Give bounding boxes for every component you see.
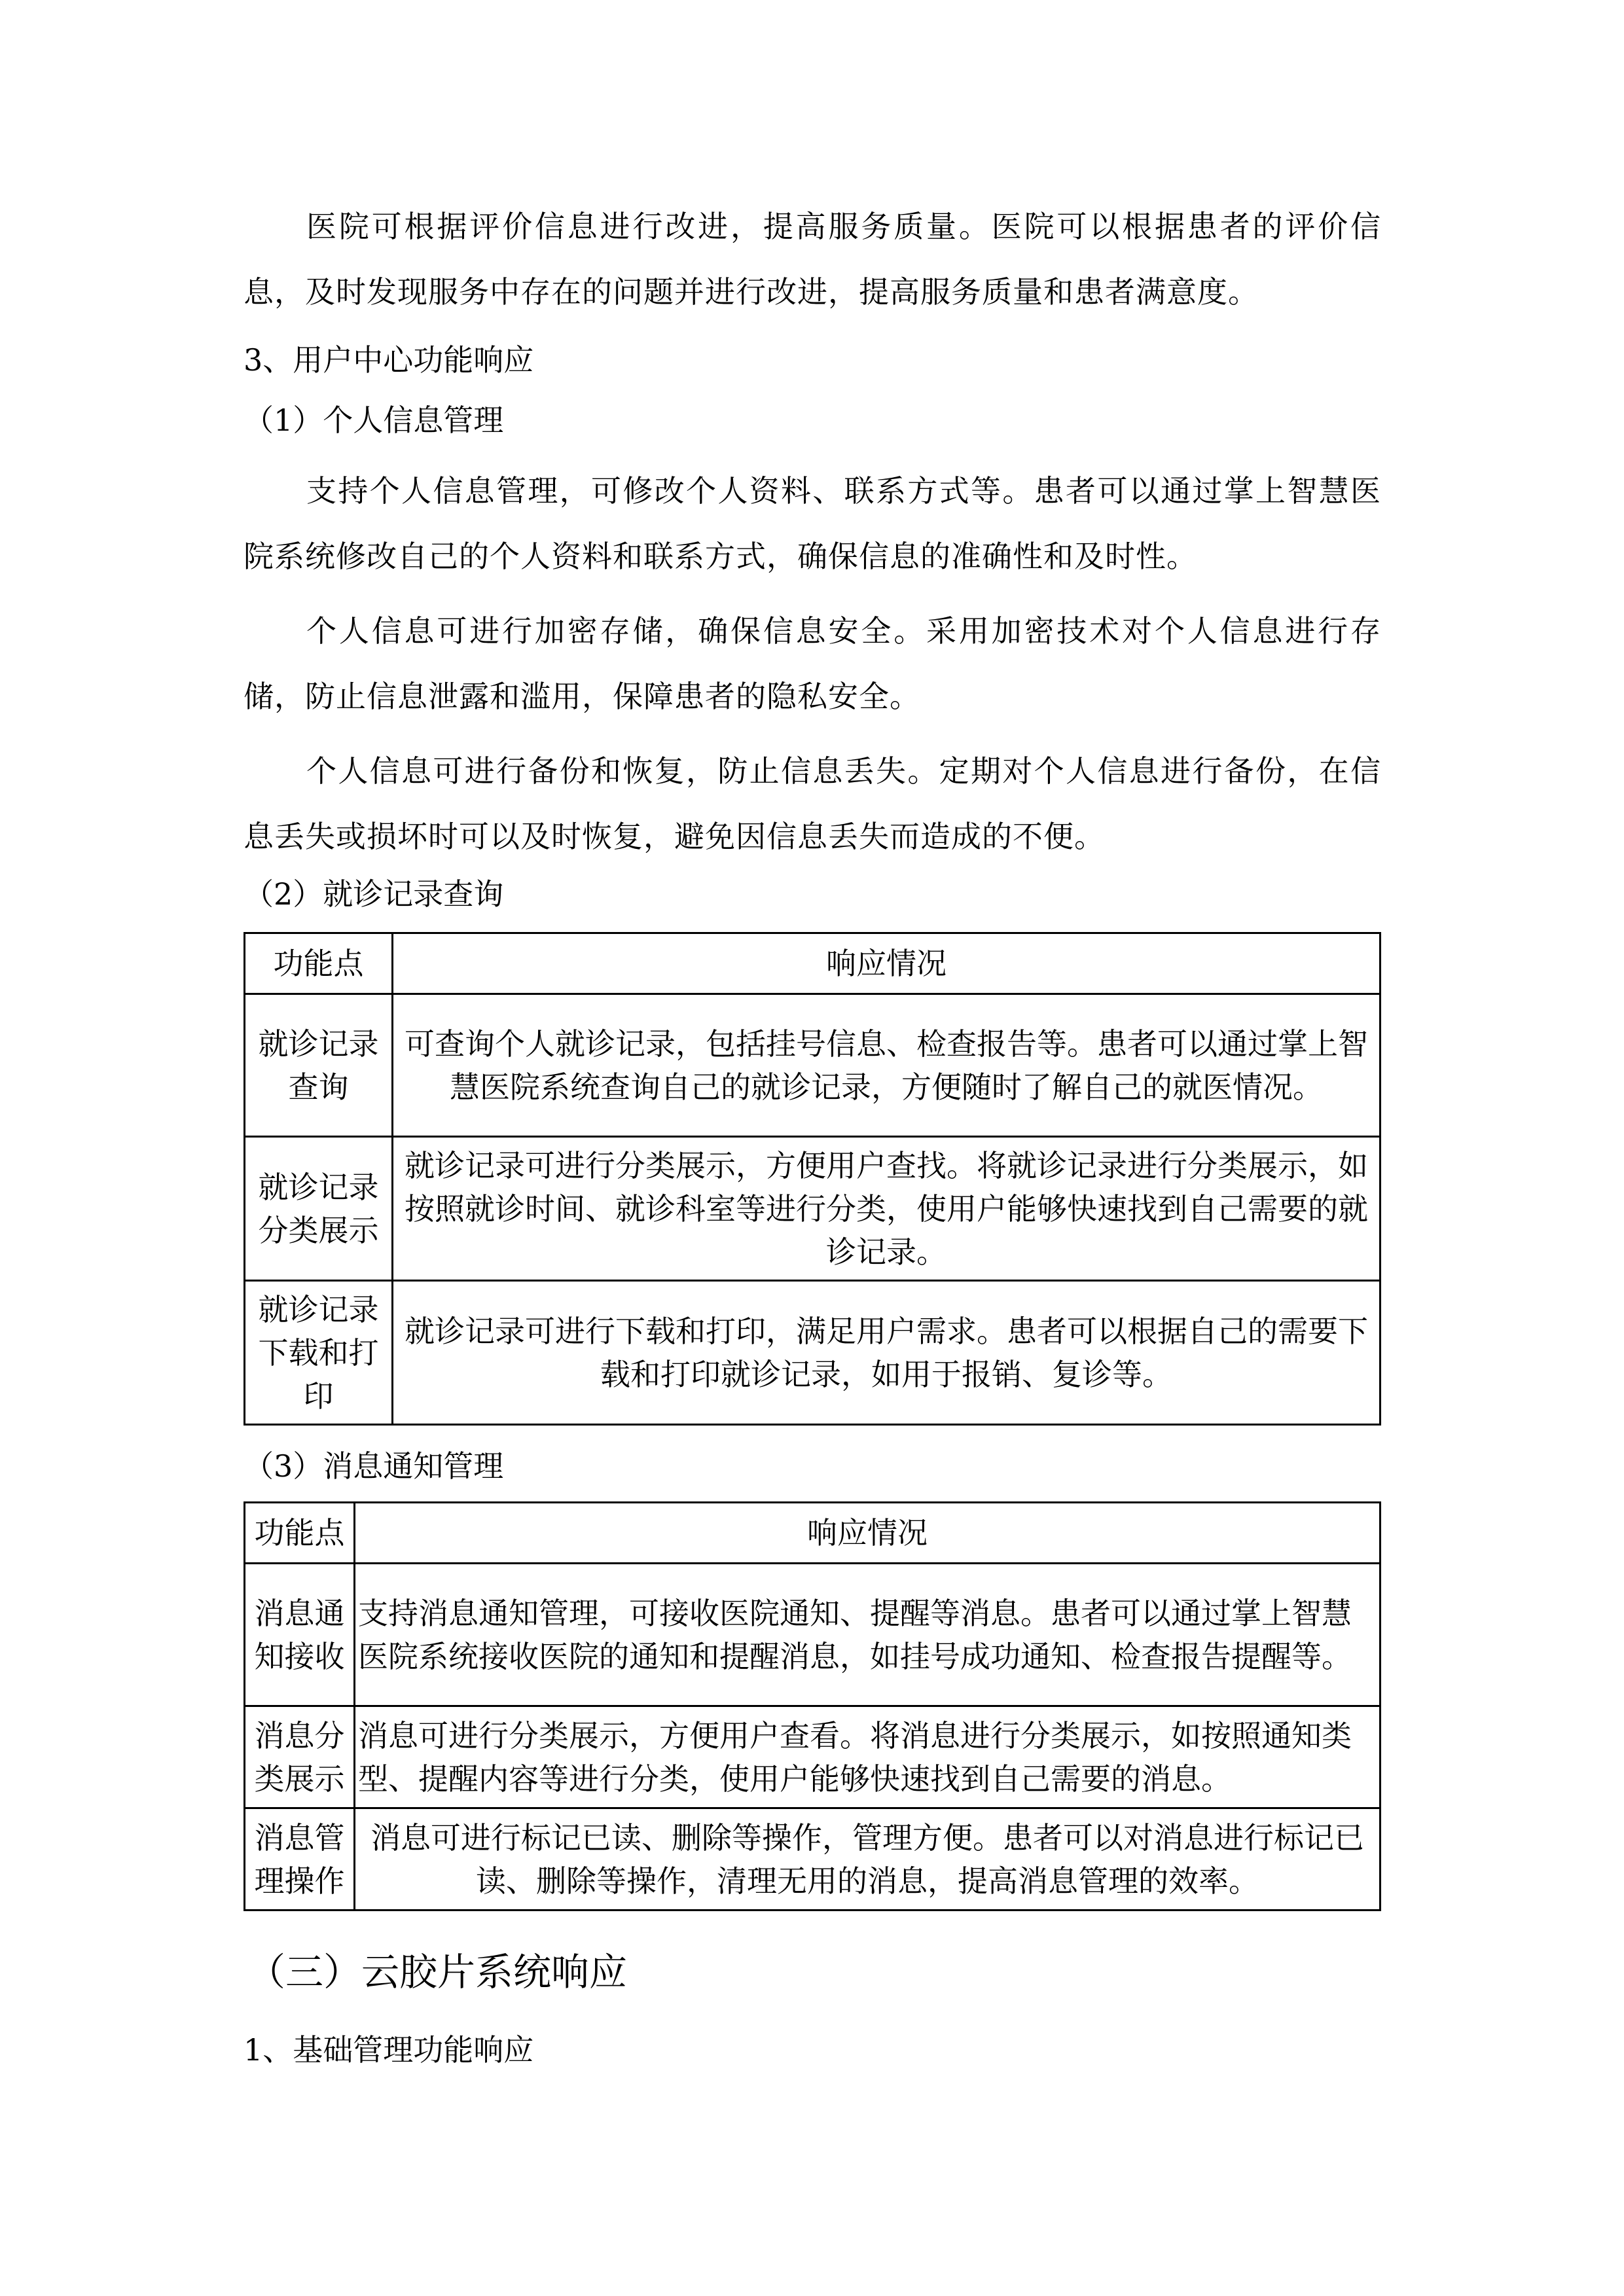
heading-user-center: 3、用户中心功能响应 xyxy=(244,342,534,378)
table-row xyxy=(245,1281,1380,1425)
paragraph-evaluation-improve: 医院可根据评价信息进行改进，提高服务质量。医院可以根据患者的评价信息，及时发现服务中存在的问题并进行改进，提高服务质量和患者满意度。 xyxy=(244,209,1381,310)
feature-cell: 消息分类展示 xyxy=(245,1706,355,1808)
feature-cell: 就诊记录分类展示 xyxy=(245,1137,393,1281)
table-row xyxy=(245,1706,1380,1808)
response-cell: 可查询个人就诊记录，包括挂号信息、检查报告等。患者可以通过掌上智慧医院系统查询自己的就诊记录，方便随时了解自己的就医情况。 xyxy=(393,994,1380,1137)
paragraph-personal-info-3: 个人信息可进行备份和恢复，防止信息丢失。定期对个人信息进行备份，在信息丢失或损坏时可以及时恢复，避免因信息丢失而造成的不便。 xyxy=(244,753,1381,854)
feature-cell: 消息管理操作 xyxy=(245,1808,355,1910)
table-header-row xyxy=(245,933,1380,994)
paragraph-personal-info-1: 支持个人信息管理，可修改个人资料、联系方式等。患者可以通过掌上智慧医院系统修改自己的个人资料和联系方式，确保信息的准确性和及时性。 xyxy=(244,473,1381,574)
table-row xyxy=(245,1564,1380,1706)
response-cell: 就诊记录可进行分类展示，方便用户查找。将就诊记录进行分类展示，如按照就诊时间、就诊科室等进行分类，使用户能够快速找到自己需要的就诊记录。 xyxy=(393,1137,1380,1281)
table-row xyxy=(245,1808,1380,1910)
feature-cell: 就诊记录下载和打印 xyxy=(245,1281,393,1425)
table-row xyxy=(245,994,1380,1137)
table-header-row xyxy=(245,1503,1380,1564)
heading-visit-records: （2）就诊记录查询 xyxy=(244,876,504,912)
header-feature: 功能点 xyxy=(245,1503,355,1564)
header-response: 响应情况 xyxy=(393,933,1380,994)
header-feature: 功能点 xyxy=(245,933,393,994)
response-cell: 消息可进行标记已读、删除等操作，管理方便。患者可以对消息进行标记已读、删除等操作，清理无用的消息，提高消息管理的效率。 xyxy=(355,1808,1380,1910)
response-cell: 支持消息通知管理，可接收医院通知、提醒等消息。患者可以通过掌上智慧医院系统接收医院的通知和提醒消息，如挂号成功通知、检查报告提醒等。 xyxy=(355,1564,1380,1706)
paragraph-personal-info-2: 个人信息可进行加密存储，确保信息安全。采用加密技术对个人信息进行存储，防止信息泄露和滥用，保障患者的隐私安全。 xyxy=(244,613,1381,714)
heading-message-notify: （3）消息通知管理 xyxy=(244,1448,504,1484)
response-cell: 就诊记录可进行下载和打印，满足用户需求。患者可以根据自己的需要下载和打印就诊记录，如用于报销、复诊等。 xyxy=(393,1281,1380,1425)
message-notify-table xyxy=(244,1501,1381,1911)
table-row xyxy=(245,1137,1380,1281)
heading-cloud-film: （三）云胶片系统响应 xyxy=(247,1950,628,1994)
visit-records-table xyxy=(244,932,1381,1426)
feature-cell: 消息通知接收 xyxy=(245,1564,355,1706)
response-cell: 消息可进行分类展示，方便用户查看。将消息进行分类展示，如按照通知类型、提醒内容等进行分类，使用户能够快速找到自己需要的消息。 xyxy=(355,1706,1380,1808)
feature-cell: 就诊记录查询 xyxy=(245,994,393,1137)
heading-basic-management: 1、基础管理功能响应 xyxy=(244,2032,534,2068)
heading-personal-info: （1）个人信息管理 xyxy=(244,403,504,438)
header-response: 响应情况 xyxy=(355,1503,1380,1564)
